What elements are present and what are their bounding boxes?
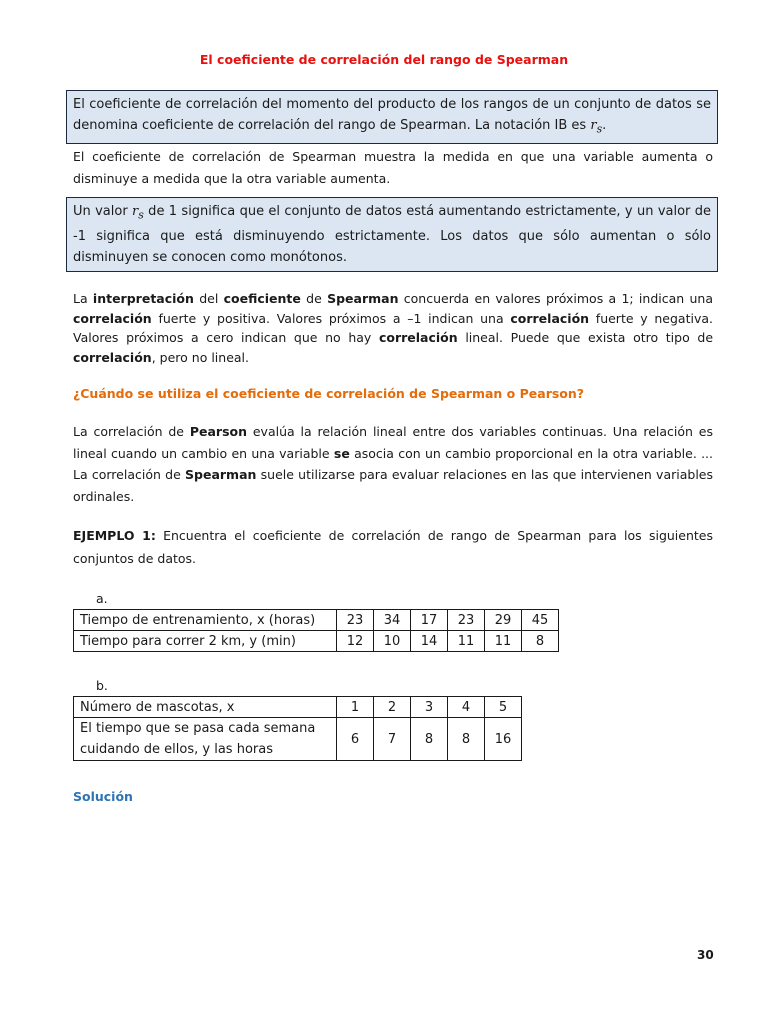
table-cell: 12 — [337, 631, 374, 652]
table-cell: 29 — [485, 610, 522, 631]
table-cell: 16 — [485, 718, 522, 761]
bold-term: correlación — [510, 310, 590, 326]
text: , pero no lineal. — [151, 349, 249, 365]
bold-term: se — [333, 445, 350, 461]
row-header: Tiempo para correr 2 km, y (min) — [74, 631, 337, 652]
bold-term: correlación — [378, 330, 458, 345]
table-row — [74, 718, 522, 761]
text: La correlación de — [73, 424, 190, 439]
table-cell: 11 — [448, 631, 485, 652]
row-header-line-2: cuidando de ellos, y las horas — [80, 742, 273, 757]
table-cell: 8 — [448, 718, 485, 761]
row-header: Número de mascotas, x — [74, 697, 337, 718]
table-cell: 14 — [411, 631, 448, 652]
text: fuerte y positiva. Valores próximos a –1 indican una — [151, 310, 511, 326]
example-text: Encuentra el coeficiente de correlación de rango de Spearman para los siguientes conjuntos de datos. — [73, 528, 713, 566]
rs-subscript: s — [596, 122, 603, 136]
interpretation-paragraph — [73, 289, 713, 367]
rs-subscript: s — [138, 208, 144, 222]
text: asocia con un cambio proporcional en la otra variable. ... La correlación de — [73, 445, 714, 482]
table-cell: 2 — [374, 697, 411, 718]
solution-heading: Solución — [73, 789, 133, 804]
table-cell: 1 — [337, 697, 374, 718]
example-label: EJEMPLO 1: — [73, 528, 156, 543]
example-paragraph — [73, 524, 713, 570]
bold-term: Spearman — [327, 291, 399, 306]
text: concuerda en valores próximos a 1; indican una — [398, 291, 713, 306]
text: fuerte y negativa. Valores próximos a cero indican que no hay — [73, 310, 713, 345]
page-number: 30 — [697, 948, 714, 962]
row-header — [74, 718, 337, 761]
text: de — [300, 291, 328, 306]
rs-symbol: r — [132, 204, 139, 219]
part-b-label: b. — [96, 678, 108, 693]
part-a-label: a. — [96, 591, 108, 606]
table-cell: 5 — [485, 697, 522, 718]
table-cell: 11 — [485, 631, 522, 652]
spearman-description: El coeficiente de correlación de Spearman muestra la medida en que una variable aumenta o disminuye a medida que la otra variable aumenta. — [73, 149, 713, 186]
table-cell: 23 — [448, 610, 485, 631]
table-cell: 6 — [337, 718, 374, 761]
document-title: El coeficiente de correlación del rango de Spearman — [199, 52, 569, 67]
text: lineal. Puede que exista otro tipo de — [457, 330, 714, 345]
text: suele utilizarse para evaluar relaciones en las que intervienen variables ordinales. — [73, 467, 713, 504]
rs-value-text-b: de 1 significa que el conjunto de datos está aumentando estrictamente, y un valor de -1 significa que está disminuyendo estrictamente. Los datos que sólo aumentan o sólo disminuyen se conocen como monótonos. — [73, 204, 711, 265]
bold-term: coeficiente — [223, 291, 301, 306]
rs-value-text-a: Un valor — [73, 204, 133, 219]
text: La — [73, 291, 93, 306]
table-cell: 34 — [374, 610, 411, 631]
table-b — [73, 696, 522, 761]
table-cell: 45 — [522, 610, 559, 631]
row-header-line-1: El tiempo que se pasa cada semana — [80, 721, 316, 736]
rs-symbol: r — [590, 118, 597, 133]
table-cell: 23 — [337, 610, 374, 631]
rs-value-box — [66, 197, 718, 272]
question-heading: ¿Cuándo se utiliza el coeficiente de correlación de Spearman o Pearson? — [73, 386, 585, 401]
text: del — [193, 291, 224, 306]
definition-box — [66, 90, 718, 144]
pearson-paragraph — [73, 421, 713, 507]
definition-text: El coeficiente de correlación del momento del producto de los rangos de un conjunto de datos se denomina coeficiente de correlación del rango de Spearman. La notación IB es — [73, 97, 711, 133]
bold-term: Pearson — [189, 424, 248, 439]
table-row — [74, 631, 559, 652]
table-cell: 3 — [411, 697, 448, 718]
table-cell: 10 — [374, 631, 411, 652]
bold-term: correlación — [73, 310, 152, 326]
bold-term: Spearman — [185, 467, 257, 482]
table-cell: 8 — [411, 718, 448, 761]
bold-term: interpretación — [92, 291, 194, 306]
table-a — [73, 609, 559, 652]
definition-end: . — [602, 118, 607, 133]
text: evalúa la relación lineal entre dos variables continuas. Una relación es lineal cuando un cambio en una variable — [73, 424, 714, 461]
table-cell: 17 — [411, 610, 448, 631]
row-header: Tiempo de entrenamiento, x (horas) — [74, 610, 337, 631]
table-cell: 8 — [522, 631, 559, 652]
table-cell: 4 — [448, 697, 485, 718]
table-row — [74, 697, 522, 718]
table-cell: 7 — [374, 718, 411, 761]
bold-term: correlación — [73, 349, 152, 365]
table-row — [74, 610, 559, 631]
